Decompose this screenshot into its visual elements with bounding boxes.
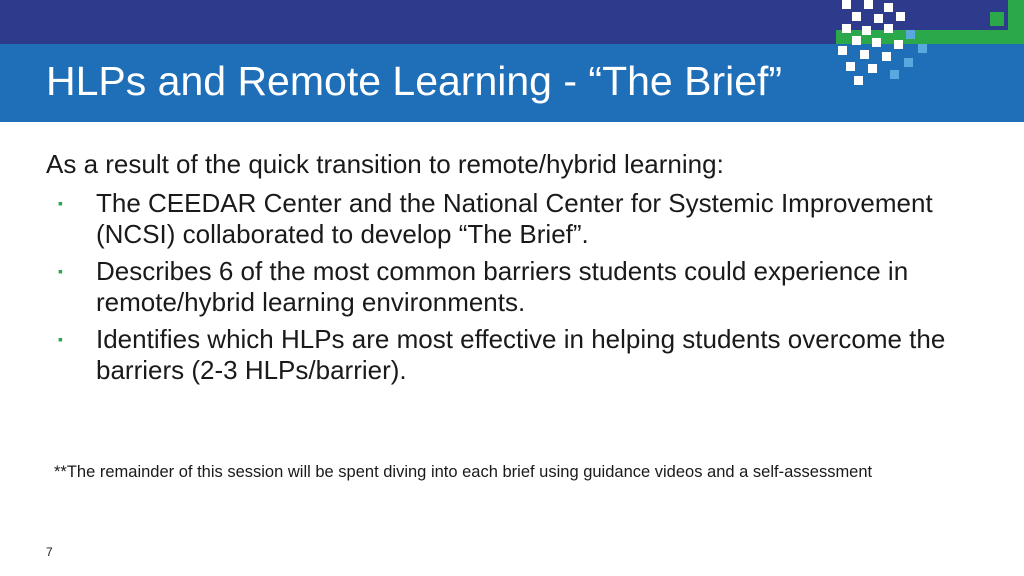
bullet-item bbox=[46, 188, 946, 250]
footnote: **The remainder of this session will be spent diving into each brief using guidance videos and a self-assessment bbox=[54, 463, 873, 481]
page-number: 7 bbox=[46, 545, 53, 559]
bullet-item bbox=[46, 256, 946, 318]
slide-title: HLPs and Remote Learning - “The Brief” bbox=[46, 58, 783, 104]
square-bullet-icon: ▪ bbox=[58, 195, 63, 211]
slide-body bbox=[46, 146, 946, 386]
square-bullet-icon: ▪ bbox=[58, 331, 63, 347]
square-bullet-icon: ▪ bbox=[58, 263, 63, 279]
bullet-text: The CEEDAR Center and the National Center for Systemic Improvement (NCSI) collaborated to develop “The Brief”. bbox=[96, 188, 933, 249]
bullet-list bbox=[46, 188, 946, 386]
bullet-text: Describes 6 of the most common barriers students could experience in remote/hybrid learning environments. bbox=[96, 256, 909, 317]
bullet-item bbox=[46, 324, 946, 386]
intro-text: As a result of the quick transition to remote/hybrid learning: bbox=[46, 149, 724, 179]
bullet-text: Identifies which HLPs are most effective in helping students overcome the barriers (2-3 HLPs/barrier). bbox=[96, 324, 946, 385]
